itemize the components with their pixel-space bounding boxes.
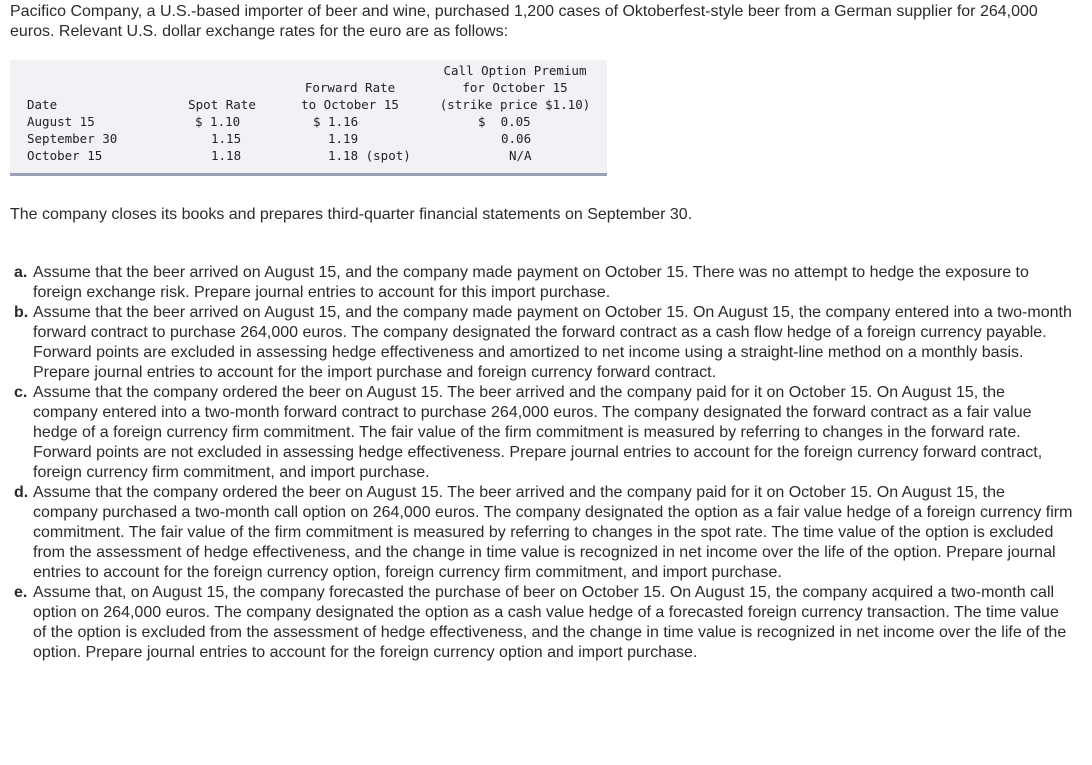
requirement-list	[14, 263, 1074, 663]
row-forward-rate: $ 1.16	[313, 114, 359, 129]
requirement-text: Assume that the beer arrived on August 15, and the company made payment on October 15. There was no attempt to hedge the exposure to foreign exchange risk. Prepare journal entries to account for this import purchase.	[33, 264, 1029, 301]
requirement-d	[14, 483, 1074, 583]
row-date: August 15	[27, 114, 95, 129]
table-bottom-rule	[10, 173, 607, 176]
books-close-note: The company closes its books and prepares third-quarter financial statements on September 30.	[10, 206, 693, 223]
requirement-label: c.	[14, 384, 28, 401]
row-call-premium: N/A	[509, 148, 532, 163]
requirement-label: b.	[14, 304, 29, 321]
requirement-text: Assume that the beer arrived on August 15, and the company made payment on October 15. On August 15, the company entered into a two-month forward contract to purchase 264,000 euros. The company designated the forward contract as a cash flow hedge of a foreign currency payable. Forward points are excluded in assessing hedge effectiveness and amortized to net income using a straight-line method on a monthly basis. Prepare journal entries to account for the import purchase and foreign currency forward contract.	[33, 304, 1072, 381]
row-forward-rate: 1.19	[328, 131, 359, 146]
requirement-a	[14, 263, 1074, 303]
row-date: September 30	[27, 131, 118, 146]
header-spot-rate: Spot Rate	[188, 97, 256, 112]
requirement-label: d.	[14, 484, 29, 501]
row-call-premium: 0.06	[501, 131, 532, 146]
header-forward-line1: Forward Rate	[304, 80, 396, 95]
requirement-b	[14, 303, 1074, 383]
requirement-e	[14, 583, 1074, 663]
header-date: Date	[27, 97, 58, 112]
requirement-text: Assume that the company ordered the beer on August 15. The beer arrived and the company paid for it on October 15. On August 15, the company entered into a two-month forward contract to purchase 264,000 euros. The company designated the forward contract as a fair value hedge of a foreign currency firm commitment. The fair value of the firm commitment is measured by referring to changes in the forward rate. Forward points are not excluded in assessing hedge effectiveness. Prepare journal entries to account for the foreign currency forward contract, foreign currency firm commitment, and import purchase.	[33, 384, 1043, 481]
row-date: October 15	[27, 148, 103, 163]
row-call-premium: $ 0.05	[478, 114, 531, 129]
header-call-line3: (strike price $1.10)	[439, 97, 591, 112]
requirement-label: e.	[14, 584, 28, 601]
header-call-line1: Call Option Premium	[443, 63, 587, 78]
row-spot-rate: 1.18	[211, 148, 242, 163]
problem-intro: Pacifico Company, a U.S.-based importer of beer and wine, purchased 1,200 cases of Oktoberfest-style beer from a German supplier for 264,000 euros. Relevant U.S. dollar exchange rates for the euro are as follows:	[10, 3, 1038, 40]
exchange-rate-table	[10, 60, 607, 176]
row-spot-rate: 1.15	[211, 131, 242, 146]
header-call-line2: for October 15	[462, 80, 568, 95]
header-forward-line2: to October 15	[301, 97, 399, 112]
row-spot-rate: $ 1.10	[195, 114, 241, 129]
requirement-text: Assume that the company ordered the beer on August 15. The beer arrived and the company paid for it on October 15. On August 15, the company purchased a two-month call option on 264,000 euros. The company designated the option as a fair value hedge of a foreign currency firm commitment. The fair value of the firm commitment is measured by referring to changes in the spot rate. The time value of the option is excluded from the assessment of hedge effectiveness, and the change in time value is recognized in net income over the life of the option. Prepare journal entries to account for the foreign currency option, foreign currency firm commitment, and import purchase.	[33, 484, 1073, 581]
requirement-c	[14, 383, 1074, 483]
requirement-text: Assume that, on August 15, the company forecasted the purchase of beer on October 15. On August 15, the company acquired a two-month call option on 264,000 euros. The company designated the option as a cash value hedge of a forecasted foreign currency transaction. The time value of the option is excluded from the assessment of hedge effectiveness, and the change in time value is recognized in net income over the life of the option. Prepare journal entries to account for the foreign currency option and import purchase.	[33, 584, 1067, 661]
row-forward-rate: 1.18 (spot)	[328, 148, 411, 163]
requirement-label: a.	[14, 264, 28, 281]
